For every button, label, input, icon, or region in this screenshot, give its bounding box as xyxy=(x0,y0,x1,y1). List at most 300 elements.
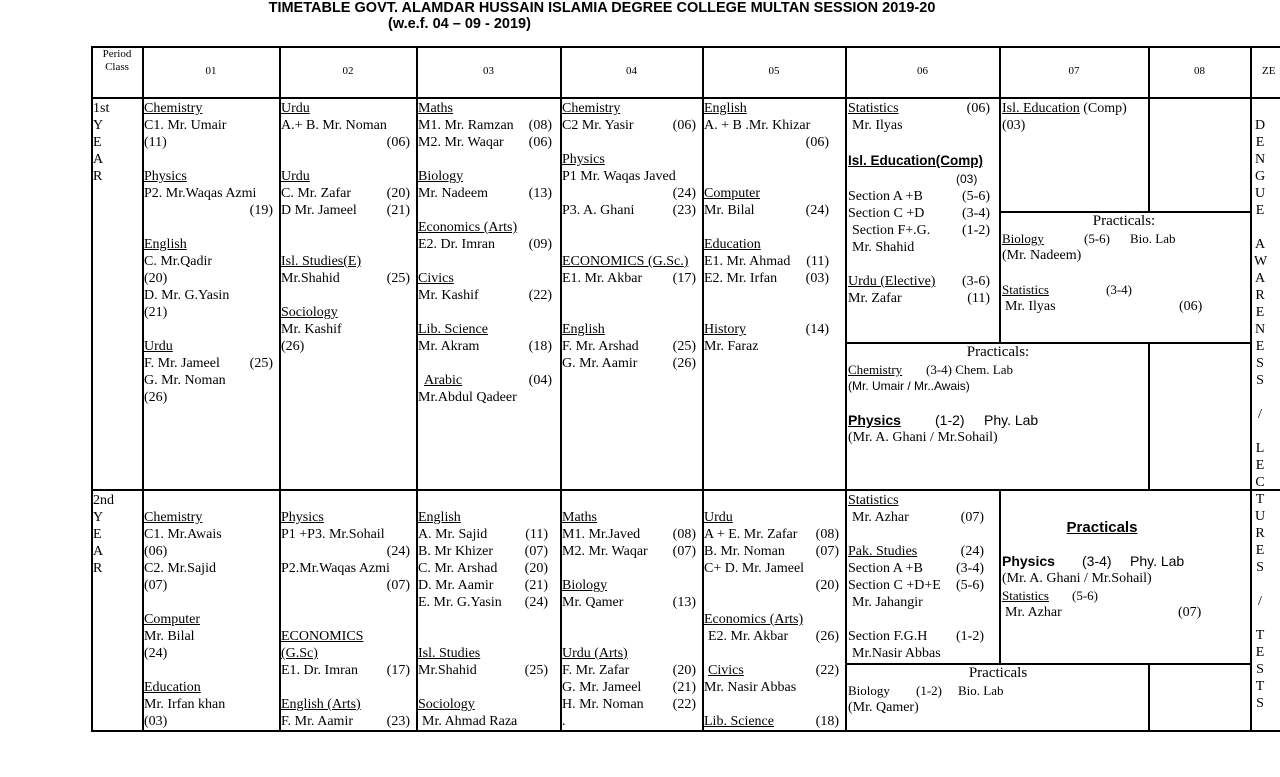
cell-line xyxy=(418,372,552,389)
grid-line xyxy=(845,46,847,732)
zero-column-letter xyxy=(1254,219,1266,236)
year-label-letter: R xyxy=(93,561,103,576)
cell-line xyxy=(144,304,273,321)
cell-line xyxy=(704,526,839,543)
cell-line xyxy=(418,117,552,134)
cell-line xyxy=(144,236,273,253)
cell-line xyxy=(704,560,839,577)
cell-room-number: (20) xyxy=(672,663,696,678)
cell-text: Urdu xyxy=(144,339,173,354)
cell-text: Isl. Studies(E) xyxy=(281,254,362,269)
cell-line xyxy=(562,560,696,577)
cell-text: Maths xyxy=(418,101,453,116)
cell-line xyxy=(281,168,410,185)
cell-line xyxy=(848,594,984,611)
cell-line xyxy=(704,509,839,526)
cell-line xyxy=(562,219,696,236)
cell-text: M2. Mr. Waqar xyxy=(562,544,648,559)
zero-column-letter: W xyxy=(1254,254,1268,269)
cell-line xyxy=(562,168,696,185)
year-1-label xyxy=(93,100,141,185)
zero-column-letter: R xyxy=(1255,288,1265,303)
cell-line xyxy=(848,290,990,307)
cell-room-number: (20) xyxy=(815,578,839,593)
cell-line xyxy=(418,611,548,628)
y1-period-04 xyxy=(562,100,696,372)
cell-room-number: (23) xyxy=(672,203,696,218)
cell-room-number: (17) xyxy=(386,663,410,678)
cell-line xyxy=(281,662,410,679)
period-01-header: 01 xyxy=(205,65,217,77)
cell-line xyxy=(848,543,984,560)
zero-column-letter xyxy=(1254,610,1266,627)
cell-line xyxy=(144,645,273,662)
cell-line xyxy=(281,100,410,117)
cell-room-number: (07) xyxy=(386,578,410,593)
period-06-header: 06 xyxy=(917,65,928,77)
year-label-letter: 1st xyxy=(93,101,110,116)
cell-text: Section C +D+E xyxy=(848,578,941,593)
cell-line xyxy=(562,253,696,270)
cell-line xyxy=(848,256,990,273)
cell-line xyxy=(144,270,273,287)
cell-line xyxy=(144,611,273,628)
cell-line xyxy=(144,628,273,645)
cell-line xyxy=(562,662,696,679)
cell-line xyxy=(848,188,990,205)
cell-text: E2. Mr. Akbar xyxy=(708,629,789,644)
cell-line xyxy=(144,168,273,185)
cell-line xyxy=(848,273,990,290)
cell-text: Mr.Shahid xyxy=(418,663,477,678)
cell-text: English xyxy=(144,237,187,252)
cell-line xyxy=(418,321,552,338)
cell-line xyxy=(418,270,552,287)
cell-line xyxy=(281,236,410,253)
cell-line xyxy=(144,134,273,151)
cell-line xyxy=(418,713,548,730)
cell-text: Mr. Zafar xyxy=(848,291,902,306)
cell-text: Urdu (Arts) xyxy=(562,646,628,661)
cell-text: Mr. Bilal xyxy=(704,203,755,218)
cell-line xyxy=(704,628,839,645)
year-label-letter: 2nd xyxy=(93,493,114,508)
cell-text: P2.Mr.Waqas Azmi xyxy=(281,561,390,576)
y2-period-05 xyxy=(704,492,839,730)
y1-period-02 xyxy=(281,100,410,355)
cell-line xyxy=(848,628,984,645)
cell-room-number: (13) xyxy=(672,595,696,610)
grid-line xyxy=(91,97,1280,99)
cell-line xyxy=(144,253,273,270)
cell-room-number: (5-6) xyxy=(956,578,984,593)
zero-column-letter: S xyxy=(1256,356,1264,371)
cell-line xyxy=(281,338,410,355)
cell-line xyxy=(704,151,829,168)
cell-line xyxy=(562,117,696,134)
cell-line xyxy=(418,100,552,117)
zero-column-letter: G xyxy=(1254,169,1266,184)
cell-line xyxy=(144,202,273,219)
cell-line xyxy=(144,509,273,526)
cell-text: P3. A. Ghani xyxy=(562,203,635,218)
zero-column-letter: E xyxy=(1255,458,1265,473)
cell-room-number: (25) xyxy=(524,663,548,678)
cell-room-number: (04) xyxy=(528,373,552,388)
period-class-header: Period Class xyxy=(102,48,132,73)
grid-line xyxy=(91,489,1280,491)
cell-room-number: (26) xyxy=(815,629,839,644)
cell-line xyxy=(281,611,410,628)
cell-line xyxy=(281,543,410,560)
y1-period-01 xyxy=(144,100,273,406)
zero-column-letter: T xyxy=(1255,628,1265,643)
cell-line xyxy=(144,338,273,355)
zero-column-letter xyxy=(1254,389,1266,406)
zero-column-letter: N xyxy=(1254,322,1266,337)
cell-line xyxy=(144,662,273,679)
cell-line xyxy=(704,611,839,628)
cell-text: Civics xyxy=(708,663,744,678)
cell-line xyxy=(281,577,410,594)
cell-room-number: (09) xyxy=(528,237,552,252)
cell-text: Education xyxy=(704,237,761,252)
cell-line xyxy=(704,253,829,270)
cell-line xyxy=(144,185,273,202)
cell-line xyxy=(562,696,696,713)
cell-text: Chemistry xyxy=(562,101,621,116)
cell-text: P1 +P3. Mr.Sohail xyxy=(281,527,385,542)
cell-text: F. Mr. Zafar xyxy=(562,663,630,678)
cell-text: Economics (Arts) xyxy=(704,612,804,627)
cell-line xyxy=(281,151,410,168)
cell-text: C2. Mr.Sajid xyxy=(144,561,216,576)
cell-line xyxy=(704,662,839,679)
cell-line xyxy=(848,134,990,151)
cell-text: Sociology xyxy=(418,697,475,712)
cell-text: Mr. Bilal xyxy=(144,629,195,644)
cell-text: Economics (Arts) xyxy=(418,220,518,235)
cell-text: Section A +B xyxy=(848,561,923,576)
cell-text: Mr. Irfan khan xyxy=(144,697,226,712)
cell-text: G. Mr. Jameel xyxy=(562,680,642,695)
cell-line xyxy=(281,526,410,543)
year-label-letter: E xyxy=(93,527,102,542)
cell-line xyxy=(704,696,839,713)
cell-line xyxy=(144,389,273,406)
cell-line xyxy=(418,628,548,645)
cell-line xyxy=(281,645,410,662)
cell-line xyxy=(281,253,410,270)
cell-text: Chemistry xyxy=(144,101,203,116)
cell-line xyxy=(418,543,548,560)
cell-text: B. Mr Khizer xyxy=(418,544,494,559)
cell-line xyxy=(704,492,839,509)
cell-room-number: (1-2) xyxy=(962,223,990,238)
cell-line xyxy=(418,594,548,611)
cell-line xyxy=(848,492,984,509)
cell-room-number: (5-6) xyxy=(962,189,990,204)
cell-line xyxy=(704,100,829,117)
cell-text: Chemistry xyxy=(144,510,203,525)
zero-column-letter: E xyxy=(1255,645,1265,660)
cell-text: Physics xyxy=(144,169,187,184)
zero-column-letter: E xyxy=(1255,339,1265,354)
cell-room-number: (18) xyxy=(528,339,552,354)
cell-text: E2. Mr. Irfan xyxy=(704,271,778,286)
cell-room-number: (08) xyxy=(815,527,839,542)
cell-line xyxy=(562,321,696,338)
cell-text: (26) xyxy=(281,339,305,354)
cell-line xyxy=(704,168,829,185)
cell-text: Mr. Qamer xyxy=(562,595,624,610)
cell-line xyxy=(418,219,552,236)
cell-room-number: (08) xyxy=(672,527,696,542)
cell-line xyxy=(418,168,552,185)
cell-line xyxy=(281,219,410,236)
cell-line xyxy=(562,713,696,730)
cell-line xyxy=(418,662,548,679)
cell-room-number: (18) xyxy=(815,714,839,729)
cell-text: D. Mr. Aamir xyxy=(418,578,494,593)
cell-text: M1. Mr.Javed xyxy=(562,527,641,542)
cell-text: E1. Mr. Akbar xyxy=(562,271,643,286)
cell-text: Mr. Nasir Abbas xyxy=(704,680,797,695)
zero-column-letter: U xyxy=(1254,186,1266,201)
cell-line xyxy=(418,185,552,202)
cell-room-number: (24) xyxy=(672,186,696,201)
cell-room-number: (19) xyxy=(249,203,273,218)
cell-line xyxy=(281,492,410,509)
cell-line xyxy=(562,679,696,696)
zero-column-letter xyxy=(1254,576,1266,593)
y2-period-04 xyxy=(562,492,696,730)
cell-line xyxy=(562,185,696,202)
cell-room-number: (22) xyxy=(815,663,839,678)
cell-text: P2. Mr.Waqas Azmi xyxy=(144,186,257,201)
grid-line xyxy=(1250,46,1252,732)
cell-line xyxy=(704,185,829,202)
cell-line xyxy=(281,696,410,713)
cell-text: B. Mr. Noman xyxy=(704,544,785,559)
cell-room-number: (06) xyxy=(966,101,990,116)
cell-text: Mr.Nasir Abbas xyxy=(852,646,941,661)
cell-line xyxy=(848,151,990,171)
cell-text: Physics xyxy=(281,510,324,525)
cell-line xyxy=(418,151,552,168)
year-label-letter: A xyxy=(93,152,104,167)
cell-room-number: (06) xyxy=(672,118,696,133)
y1-practicals-p6-8: Practicals: Chemistry (3-4) Chem. Lab (Mr. Umair / Mr..Awais) Physics (1-2) Phy. Lab (Mr. A. Ghani / Mr.Sohail) xyxy=(848,344,1039,445)
cell-text: Mr. Akram xyxy=(418,339,480,354)
y2-period-06 xyxy=(848,492,984,662)
cell-text: Mr.Abdul Qadeer xyxy=(418,390,517,405)
cell-text: Isl. Studies xyxy=(418,646,481,661)
zero-period-vertical-text xyxy=(1254,117,1266,712)
cell-text: Mr. Ahmad Raza xyxy=(422,714,518,729)
cell-text: Computer xyxy=(704,186,760,201)
cell-text: E1. Mr. Ahmad xyxy=(704,254,791,269)
cell-text: Lib. Science xyxy=(418,322,488,337)
cell-room-number: (26) xyxy=(672,356,696,371)
cell-room-number: (14) xyxy=(805,322,829,337)
cell-line xyxy=(144,492,273,509)
cell-text: (06) xyxy=(144,544,168,559)
cell-text: (20) xyxy=(144,271,168,286)
cell-text: Mr. Azhar xyxy=(852,510,909,525)
grid-line xyxy=(999,489,1001,665)
cell-line xyxy=(848,577,984,594)
cell-line xyxy=(562,577,696,594)
cell-line xyxy=(418,679,548,696)
cell-line xyxy=(704,645,839,662)
cell-text: Lib. Science xyxy=(704,714,774,729)
cell-line xyxy=(848,611,984,628)
cell-line xyxy=(562,100,696,117)
cell-line xyxy=(418,338,552,355)
cell-text: E2. Dr. Imran xyxy=(418,237,495,252)
year-2-label xyxy=(93,492,141,577)
grid-line xyxy=(999,46,1001,344)
cell-text: C1. Mr. Umair xyxy=(144,118,227,133)
cell-line xyxy=(281,594,410,611)
cell-line xyxy=(704,713,839,730)
zero-column-letter: / xyxy=(1258,407,1262,422)
cell-text: Physics xyxy=(562,152,605,167)
cell-room-number: (25) xyxy=(249,356,273,371)
cell-line xyxy=(562,202,696,219)
cell-text: F. Mr. Jameel xyxy=(144,356,220,371)
cell-line xyxy=(704,679,839,696)
cell-line xyxy=(281,321,410,338)
cell-line xyxy=(562,492,696,509)
cell-text: Sociology xyxy=(281,305,338,320)
period-07-header: 07 xyxy=(1068,65,1080,77)
cell-text: Mr. Faraz xyxy=(704,339,759,354)
cell-room-number: (21) xyxy=(386,203,410,218)
cell-line xyxy=(144,287,273,304)
cell-line xyxy=(848,239,990,256)
grid-line xyxy=(1148,342,1150,491)
cell-text: Mr. Jahangir xyxy=(852,595,923,610)
cell-line xyxy=(562,355,696,372)
cell-text: ECONOMICS (G.Sc.) xyxy=(562,254,689,269)
cell-line xyxy=(848,509,984,526)
y1-period-06 xyxy=(848,100,990,307)
cell-line xyxy=(144,100,273,117)
cell-line xyxy=(281,134,410,151)
zero-column-letter: / xyxy=(1258,594,1262,609)
y1-period-07-isl-education: Isl. Education (Comp) (03) xyxy=(1002,101,1127,133)
zero-column-letter: S xyxy=(1256,696,1264,711)
zero-column-letter: A xyxy=(1254,237,1266,252)
zero-column-letter: C xyxy=(1255,475,1265,490)
cell-line xyxy=(704,202,829,219)
cell-line xyxy=(562,287,696,304)
cell-text: M2. Mr. Waqar xyxy=(418,135,504,150)
y2-practicals-p6-7: Practicals Biology (1-2) Bio. Lab (Mr. Qamer) xyxy=(848,665,1028,715)
cell-text: (G.Sc) xyxy=(281,646,318,661)
cell-line xyxy=(418,492,548,509)
page-subtitle: (w.e.f. 04 – 09 - 2019) xyxy=(388,16,531,32)
cell-room-number: (13) xyxy=(528,186,552,201)
cell-line xyxy=(848,560,984,577)
cell-line xyxy=(848,100,990,117)
cell-line xyxy=(848,645,984,662)
cell-text: Education xyxy=(144,680,201,695)
cell-text: Section A +B xyxy=(848,189,923,204)
cell-room-number: (06) xyxy=(805,135,829,150)
cell-line xyxy=(144,372,273,389)
cell-text: G. Mr. Aamir xyxy=(562,356,638,371)
zero-column-letter: S xyxy=(1256,560,1264,575)
cell-line xyxy=(704,304,829,321)
cell-line xyxy=(704,134,829,151)
cell-text: ECONOMICS xyxy=(281,629,364,644)
cell-room-number: (24) xyxy=(386,544,410,559)
cell-text: Urdu xyxy=(281,169,310,184)
cell-line xyxy=(281,628,410,645)
cell-line xyxy=(562,543,696,560)
cell-text: (26) xyxy=(144,390,168,405)
cell-line xyxy=(562,611,696,628)
cell-room-number: (3-4) xyxy=(962,206,990,221)
cell-line xyxy=(144,526,273,543)
period-04-header: 04 xyxy=(626,65,637,77)
year-label-letter: Y xyxy=(93,510,104,525)
cell-line xyxy=(418,304,552,321)
y1-practicals-p7-8: Practicals: Biology (5-6) Bio. Lab (Mr. Nadeem) Statistics (3-4) Mr. Ilyas (06) xyxy=(1002,213,1203,314)
cell-text: Mr. Nadeem xyxy=(418,186,488,201)
cell-text: Urdu (Elective) xyxy=(848,274,936,289)
cell-text: E. Mr. G.Yasin xyxy=(418,595,502,610)
cell-room-number: (06) xyxy=(386,135,410,150)
cell-line xyxy=(281,304,410,321)
cell-text: D. Mr. G.Yasin xyxy=(144,288,230,303)
cell-text: English xyxy=(562,322,605,337)
cell-room-number: (21) xyxy=(672,680,696,695)
cell-line xyxy=(562,134,696,151)
cell-text: (24) xyxy=(144,646,168,661)
cell-line xyxy=(144,679,273,696)
y1-period-05 xyxy=(704,100,829,355)
year-label-letter: R xyxy=(93,169,103,184)
cell-line xyxy=(562,594,696,611)
cell-line xyxy=(281,560,410,577)
year-label-letter: A xyxy=(93,544,104,559)
cell-line xyxy=(144,560,273,577)
cell-line xyxy=(704,577,839,594)
cell-line xyxy=(704,321,829,338)
period-05-header: 05 xyxy=(768,65,780,77)
zero-column-letter: E xyxy=(1255,305,1265,320)
zero-column-letter: L xyxy=(1255,441,1265,456)
cell-line xyxy=(562,628,696,645)
cell-line xyxy=(144,543,273,560)
cell-text: Statistics xyxy=(848,493,899,508)
cell-text: Mr. Kashif xyxy=(418,288,479,303)
cell-line xyxy=(562,526,696,543)
year-label-letter: E xyxy=(93,135,102,150)
cell-line xyxy=(704,236,829,253)
y2-period-03 xyxy=(418,492,548,730)
cell-line xyxy=(418,696,548,713)
cell-text: Mr. Shahid xyxy=(852,240,915,255)
cell-text: C2 Mr. Yasir xyxy=(562,118,634,133)
cell-room-number: (3-6) xyxy=(962,274,990,289)
y1-period-03 xyxy=(418,100,552,406)
cell-line xyxy=(281,185,410,202)
